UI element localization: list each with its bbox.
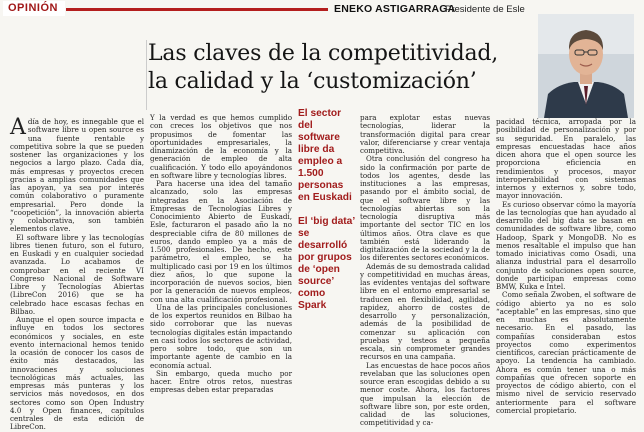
column-4-paragraph: Es curioso observar cómo la mayoría de las tecnologías que han ayudado al desarrollo del big data se basan en comunidades de software libre, como Hadoop, Spark y MongoDB. No es menos resaltable el impulso que han tomado iniciativas como Osadi, una alianza industrial para el desarrollo conjunto de soluciones open source, donde participan empresas como BMW, Kuka e Intel. bbox=[496, 199, 636, 291]
pullquote-column bbox=[298, 108, 356, 312]
column-2-paragraph: Y la verdad es que hemos cumplido con creces los objetivos que nos propusimos de fomentar las oportunidades empresariales, la dinamización de la economía y la generación de empleo de alta cualificación. Y todo ello apoyándonos en software libre y tecnologías libres. bbox=[150, 113, 292, 180]
column-3-paragraph: Además de su demostrada calidad y competitividad en muchas áreas, las evidentes ventajas del software libre en el entorno empresarial se traducen en flexibilidad, agilidad, rapidez, ahorro de costes de desarrollo y personalización, además de la posibilidad de comenzar su aplicación con pruebas y testeos a pequeña escala, sin comprometer grandes recursos en una campaña. bbox=[360, 261, 490, 362]
column-4-paragraph: pacidad técnica, arropada por la posibilidad de personalización y por su seguridad. En paralelo, las empresas encuestadas hace años dicen ahora que el open source les proporciona eficiencia en rendimientos y procesos, mayor interoperabilidad con sistemas internos y externos y, sobre todo, mayor innovación. bbox=[496, 117, 636, 201]
column-3-paragraph: Otra conclusión del congreso ha sido la confirmación por parte de todos los agentes, desde las instituciones a las empresas, pasando por el ámbito social, de que el software libre y las tecnologías abiertas son la tecnología disruptiva más importante del sector TIC en los últimos años. Otra clave es que también está liderando la digitalización de la sociedad y la de los diferentes sectores económicos. bbox=[360, 154, 490, 263]
column-2-paragraph: Una de las principales conclusiones de los expertos reunidos en Bilbao ha sido corroborar que las nuevas tecnologías digitales están impactando en casi todos los sectores de actividad, pero sobre todo, que son un importante agente de cambio en la economía actual. bbox=[150, 302, 292, 370]
column-2-paragraph: Sin embargo, queda mucho por hacer. Entre otros retos, nuestras empresas deben estar preparadas bbox=[150, 368, 292, 395]
column-1-paragraph: El software libre y las tecnologías libres tienen futuro, son el futuro, en Euskadi y en cualquier sociedad avanzada. Lo acabamos de comprobar en el reciente VI Congreso Nacional de Software Libre y Tecnologías Abiertas (LibreCon 2016) que se ha celebrado hace escasas fechas en Bilbao. bbox=[10, 232, 144, 316]
author-photo bbox=[538, 14, 634, 118]
pullquote-2: El ‘big data’ se desarrolló por grupos de ‘open source’ como Spark bbox=[298, 216, 355, 311]
column-1-text: día de hoy, es innegable que el software libre u open source es una fuente rentable y competitiva sobre la que se pueden sostener las organizaciones y los negocios a largo plazo. Cada día, más empresas y proyectos crecen gracias a amplias comunidades que las apoyan, ya sea por interés común colaborativo o puramente empresarial. Pero donde la “coopetición”, la innovación abierta y colaborativa, son también elementos clave. bbox=[10, 117, 144, 234]
column-1 bbox=[10, 115, 144, 432]
column-1-paragraph: Aunque el open source impacta e influye en todos los sectores económicos y sociales, en este evento internacional hemos tenido la ocasión de conocer los casos de éxito más destacados, las innovaciones y soluciones tecnológicas más actuales, las empresas más punteras y los servicios más novedosos, en dos sectores como son Open Industry 4.0 y Open finances, capítulos centrales de esta edición de LibreCon. bbox=[10, 315, 144, 432]
column-2 bbox=[150, 114, 292, 395]
column-3-paragraph: Las encuestas de hace pocos años revelaban que las soluciones open source eran escogidas debido a su menor coste. Ahora, los factores que impulsan la elección de software libre son, por este orden, calidad de las soluciones, competitividad y ca- bbox=[360, 360, 490, 428]
author-role: Presidente de Esle bbox=[445, 4, 525, 15]
section-label: OPINIÓN bbox=[3, 1, 65, 16]
pullquote-1: El sector del software libre da empleo a 1.500 personas en Euskadi bbox=[298, 108, 352, 203]
column-1-paragraph bbox=[10, 115, 144, 234]
headline-line-1: Las claves de la competitividad, bbox=[148, 41, 499, 66]
headline-line-2: la calidad y la ‘customización’ bbox=[148, 69, 477, 94]
author-name: ENEKO ASTIGARRAGA bbox=[334, 3, 456, 15]
column-3-paragraph: para explotar estas nuevas tecnologías, liderar la transformación digital para crear valor, diferenciarse y crear ventaja competitiva. bbox=[360, 113, 490, 155]
column-4 bbox=[496, 118, 636, 415]
headline bbox=[148, 40, 538, 96]
drop-cap: A bbox=[10, 115, 26, 140]
author-portrait-icon bbox=[538, 14, 634, 118]
column-4-paragraph: Como señala Zwoben, el software de código abierto ya no es solo “aceptable” en las empresas, sino que en muchas es absolutamente necesario. En el pasado, las compañías consideraban estos proyectos como experimentos científicos, carecían prácticamente de apoyo. La tendencia ha cambiado. Ahora es común tener una o más compañías que ofrecen soporte en proyectos de código abierto, con el mismo nivel de servicio reservado anteriormente para el software comercial propietario. bbox=[496, 290, 636, 415]
column-3 bbox=[360, 114, 490, 428]
column-2-paragraph: Para hacerse una idea del tamaño alcanzado, solo las empresas integradas en la Asociación de Empresas de Tecnologías Libres y Conocimiento Abierto de Euskadi, Esle, facturaron el pasado año la no despreciable cifra de 80 millones de euros, dando empleo ya a más de 1.500 profesionales. De hecho, este parámetro, el empleo, se ha multiplicado casi por 19 en los últimos diez años, lo que supone la incorporación de nuevos socios, bien por la generación de nuevos empleos, con una alta cualificación profesional. bbox=[150, 179, 292, 304]
header-rule bbox=[66, 8, 328, 11]
headline-divider bbox=[146, 40, 147, 110]
